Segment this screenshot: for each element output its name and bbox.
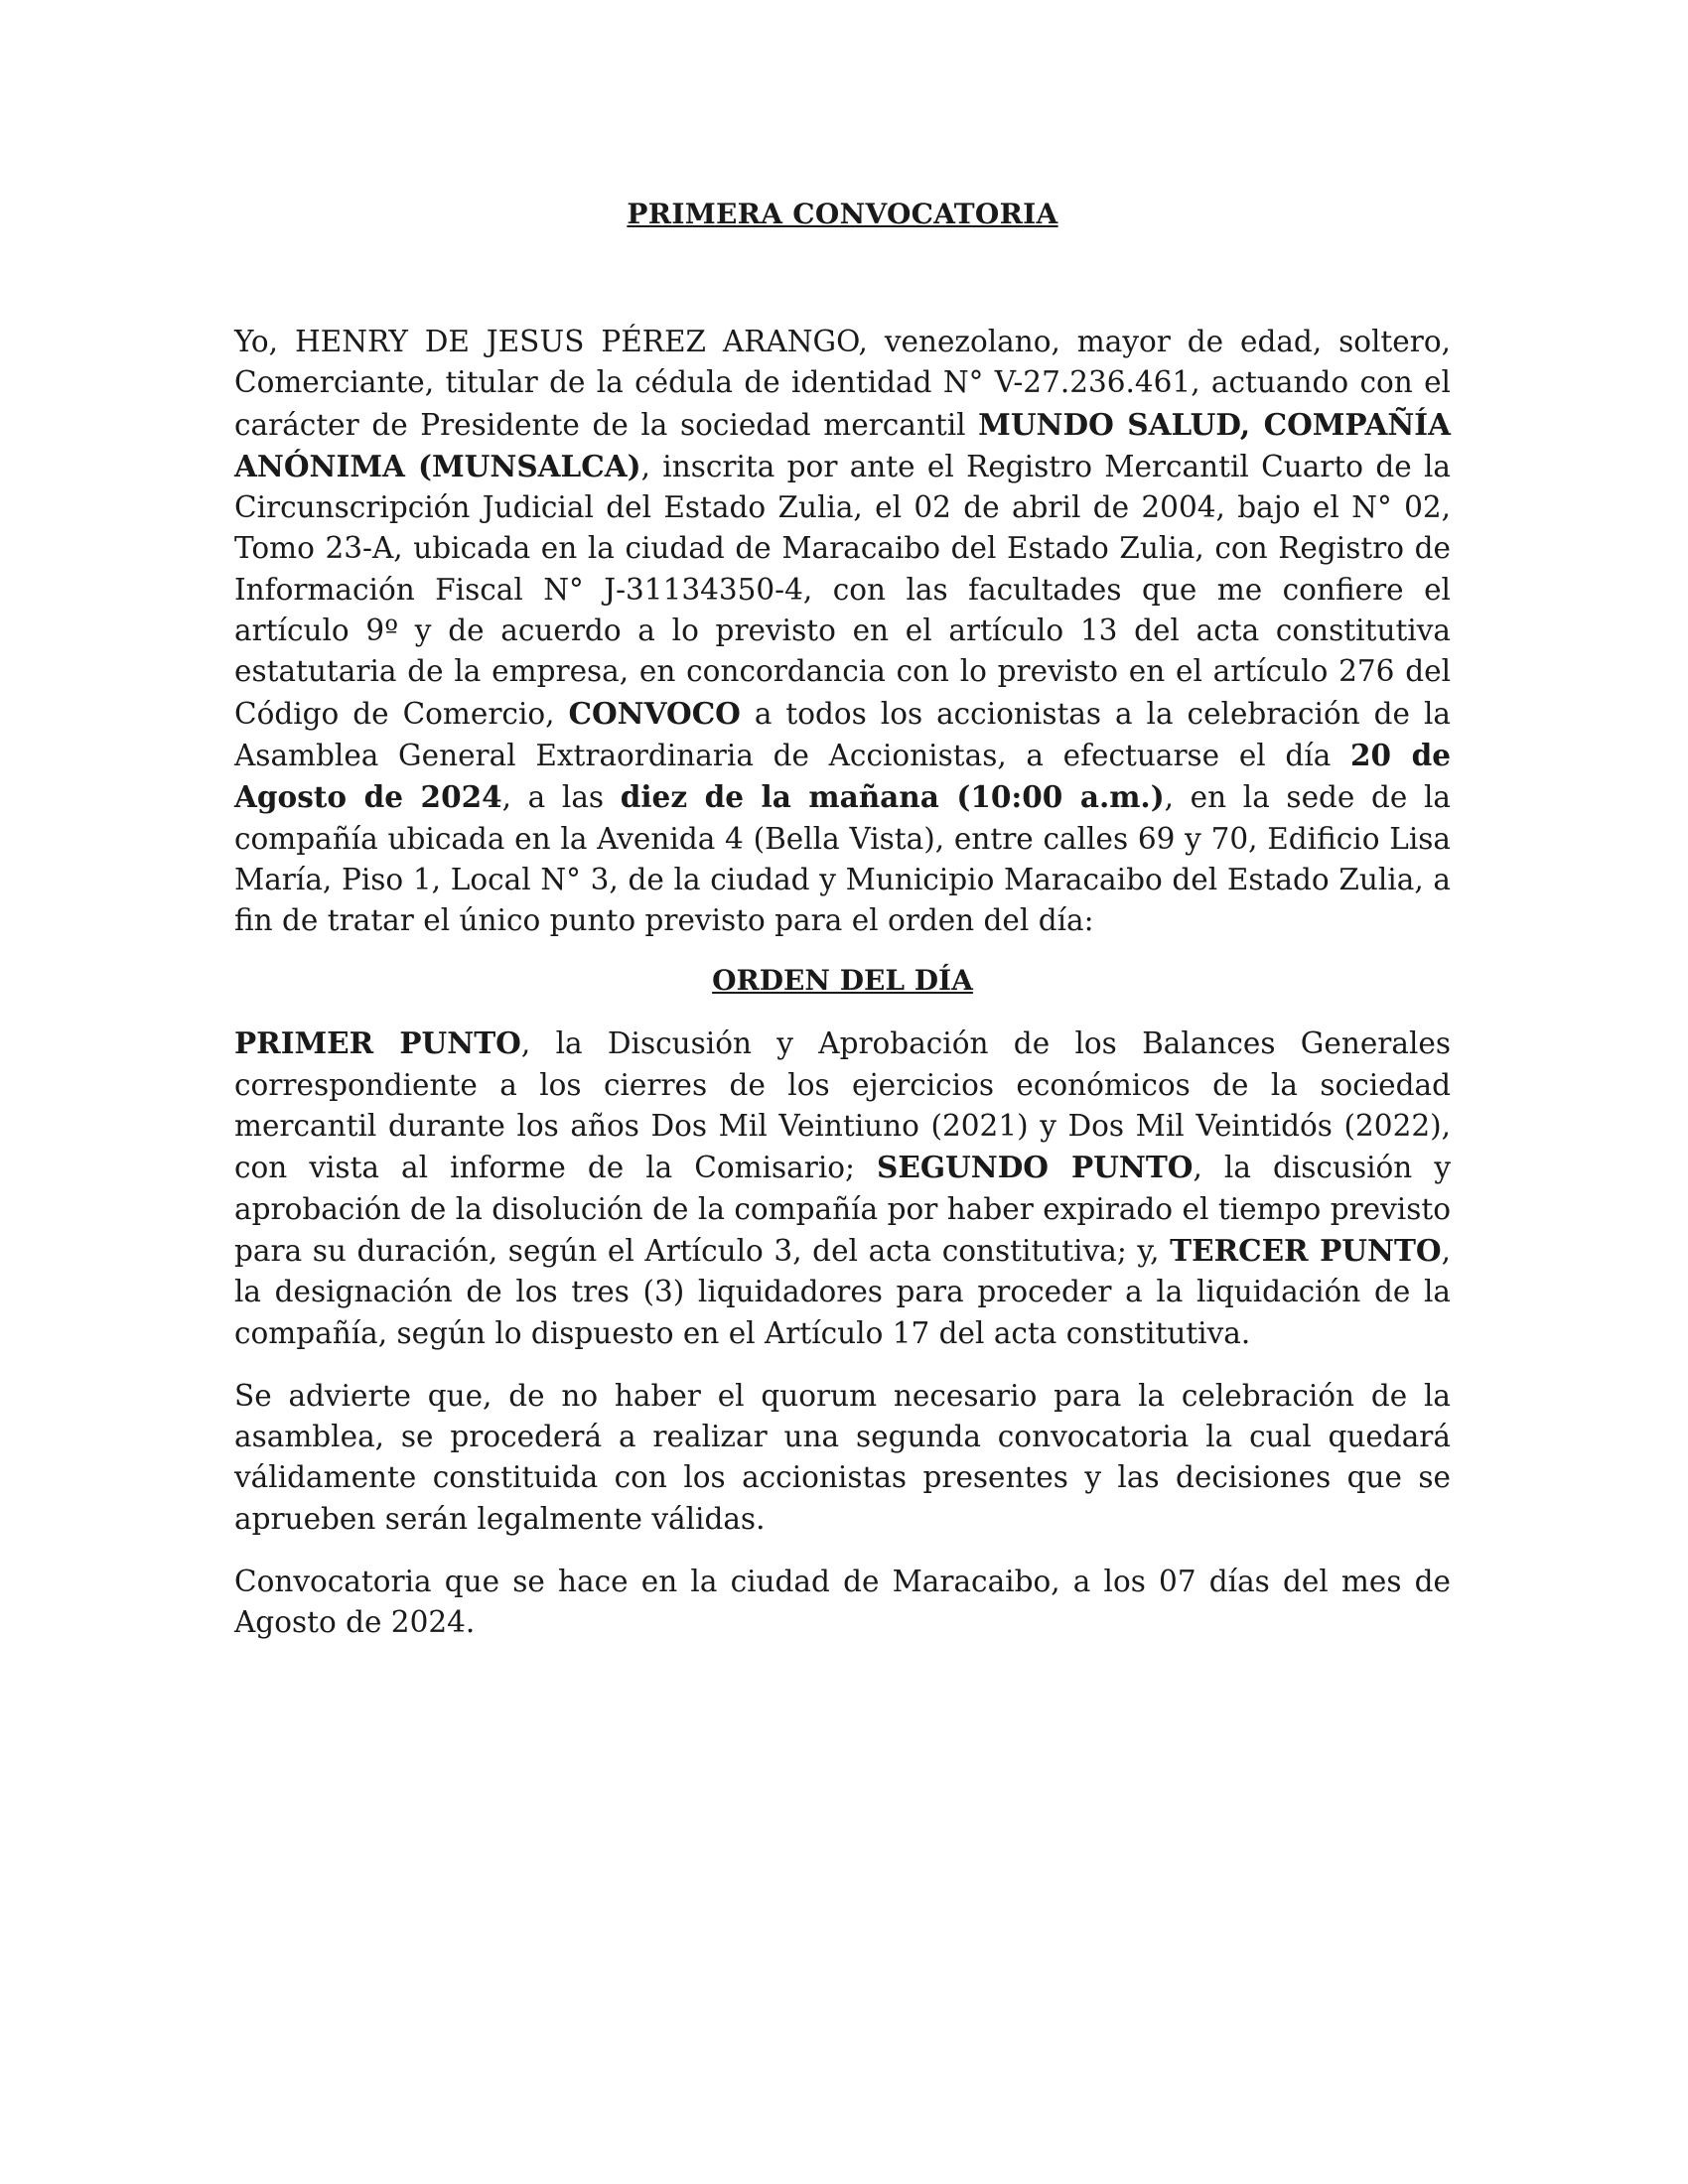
company-name: MUNDO SALUD, COMPAÑÍA ANÓNIMA (MUNSALCA) xyxy=(234,406,1451,483)
document-title: PRIMERA CONVOCATORIA xyxy=(627,198,1058,230)
third-point-text: , la designación de los tres (3) liquidadores para proceder a la liquidación de la compañía, según lo dispuesto en el Artículo 17 del acta constitutiva. xyxy=(234,1233,1451,1350)
meeting-time: diez de la mañana (10:00 a.m.) xyxy=(620,779,1165,815)
notice-paragraph: Se advierte que, de no haber el quorum necesario para la celebración de la asamblea, se procederá a realizar una segunda convocatoria la cual quedará válidamente constituida con los accionistas presentes y las decisiones que se aprueben serán legalmente válidas. xyxy=(234,1378,1451,1536)
second-point-text: , la discusión y aprobación de la disolución de la compañía por haber expirado el tiempo previsto para su duración, según el Artículo 3, del acta constitutiva; y, xyxy=(234,1151,1451,1268)
intro-text-2: , inscrita por ante el Registro Mercantil Cuarto de la Circunscripción Judicial del Estado Zulia, el 02 de abril de 2004, bajo el N° 02, Tomo 23-A, ubicada en la ciudad de Maracaibo del Estado Zulia, con Registro de Información Fiscal N° J-31134350-4, con las facultades que me confiere el artículo 9º y de acuerdo a lo previsto en el artículo 13 del acta constitutiva estatutaria de la empresa, en concordancia con lo previsto en el artículo 276 del Código de Comercio, xyxy=(234,449,1451,731)
intro-paragraph xyxy=(234,322,1451,941)
intro-text-5: , en la sede de la compañía ubicada en la Avenida 4 (Bella Vista), entre calles 69 y 70, Edificio Lisa María, Piso 1, Local N° 3, de la ciudad y Municipio Maracaibo del Estado Zulia, a fin de tratar el único punto previsto para el orden del día: xyxy=(234,780,1452,938)
document-page xyxy=(234,195,1451,1644)
paragraph-spacer xyxy=(234,1540,1451,1562)
second-point-label: SEGUNDO PUNTO xyxy=(877,1150,1194,1185)
closing-paragraph: Convocatoria que se hace en la ciudad de Maracaibo, a los 07 días del mes de Agosto de 2024. xyxy=(234,1565,1451,1640)
title-spacer xyxy=(234,234,1451,322)
intro-text-1: Yo, HENRY DE JESUS PÉREZ ARANGO, venezolano, mayor de edad, soltero, Comerciante, titular de la cédula de identidad N° V-27.236.461, actuando con el carácter de Presidente de la sociedad mercantil xyxy=(234,325,1451,442)
agenda-heading: ORDEN DEL DÍA xyxy=(712,964,973,998)
intro-text-3: a todos los accionistas a la celebración de la Asamblea General Extraordinaria de Accionistas, a efectuarse el día xyxy=(234,696,1451,772)
paragraph-spacer xyxy=(234,1354,1451,1376)
intro-text-4: , a las xyxy=(501,780,621,815)
agenda-paragraph xyxy=(234,1023,1451,1353)
convoco-keyword: CONVOCO xyxy=(568,695,741,731)
first-point-label: PRIMER PUNTO xyxy=(234,1025,521,1061)
third-point-label: TERCER PUNTO xyxy=(1170,1232,1442,1268)
first-point-text: , la Discusión y Aprobación de los Balances Generales correspondiente a los cierres de los ejercicios económicos de la sociedad mercantil durante los años Dos Mil Veintiuno (2021) y Dos Mil Veintidós (2022), con vista al informe de la Comisario; xyxy=(234,1026,1452,1185)
meeting-date: 20 de Agosto de 2024 xyxy=(234,737,1452,815)
